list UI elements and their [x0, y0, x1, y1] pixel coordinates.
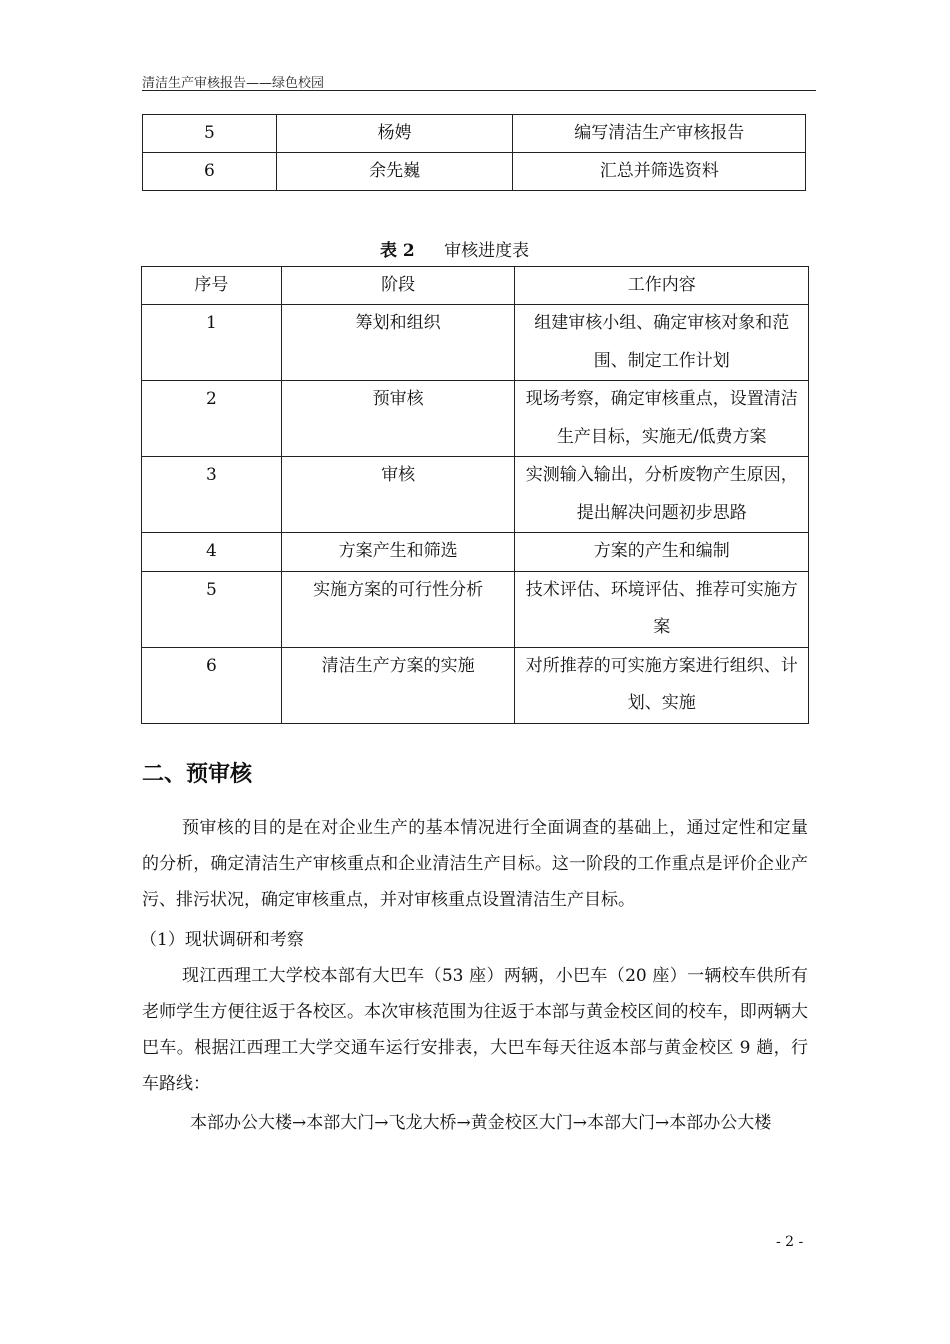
table-cell: 5 — [143, 115, 277, 153]
table-row — [143, 153, 806, 191]
subsection-heading: （1）现状调研和考察 — [140, 930, 304, 950]
table-row — [142, 381, 809, 457]
table-caption-text: 审核进度表 — [444, 241, 530, 261]
table-row — [143, 115, 806, 153]
section-heading: 二、预审核 — [142, 762, 253, 787]
column-header: 阶段 — [281, 267, 515, 305]
personnel-table-continued — [142, 114, 806, 191]
table-row — [142, 533, 809, 572]
table-cell: 方案产生和筛选 — [281, 533, 515, 572]
table-row — [142, 457, 809, 533]
table-cell: 6 — [142, 647, 282, 723]
table-cell: 实施方案的可行性分析 — [281, 571, 515, 647]
table-cell: 清洁生产方案的实施 — [281, 647, 515, 723]
table-caption-number: 表 2 — [380, 241, 415, 261]
table-cell: 汇总并筛选资料 — [513, 153, 806, 191]
table-cell: 现场考察，确定审核重点，设置清洁生产目标，实施无/低费方案 — [515, 381, 809, 457]
table-cell: 6 — [143, 153, 277, 191]
table-header-row — [142, 267, 809, 305]
table-cell: 方案的产生和编制 — [515, 533, 809, 572]
table-cell: 5 — [142, 571, 282, 647]
table-cell: 1 — [142, 305, 282, 381]
table-cell: 2 — [142, 381, 282, 457]
table-cell: 编写清洁生产审核报告 — [513, 115, 806, 153]
table-cell: 筹划和组织 — [281, 305, 515, 381]
running-header: 清洁生产审核报告——绿色校园 — [142, 76, 325, 91]
table-cell: 杨娉 — [276, 115, 513, 153]
table-cell: 组建审核小组、确定审核对象和范围、制定工作计划 — [515, 305, 809, 381]
route-paragraph: 本部办公大楼→本部大门→飞龙大桥→黄金校区大门→本部大门→本部办公大楼 — [190, 1113, 772, 1133]
table-cell: 审核 — [281, 457, 515, 533]
page-number: - 2 - — [776, 1234, 804, 1250]
column-header: 工作内容 — [515, 267, 809, 305]
table-cell: 余先巍 — [276, 153, 513, 191]
body-paragraph: 预审核的目的是在对企业生产的基本情况进行全面调查的基础上，通过定性和定量的分析，确定清洁生产审核重点和企业清洁生产目标。这一阶段的工作重点是评价企业产污、排污状况，确定审核重点，并对审核重点设置清洁生产目标。 — [142, 818, 808, 910]
table-row — [142, 571, 809, 647]
table-cell: 3 — [142, 457, 282, 533]
table-caption — [380, 236, 529, 261]
header-rule — [142, 90, 816, 91]
audit-schedule-table — [141, 266, 809, 724]
table-cell: 对所推荐的可实施方案进行组织、计划、实施 — [515, 647, 809, 723]
table-cell: 4 — [142, 533, 282, 572]
table-row — [142, 305, 809, 381]
table-cell: 预审核 — [281, 381, 515, 457]
body-paragraph: 现江西理工大学校本部有大巴车（53 座）两辆，小巴车（20 座）一辆校车供所有老师学生方便往返于各校区。本次审核范围为往返于本部与黄金校区间的校车，即两辆大巴车。根据江西理工大学交通车运行安排表，大巴车每天往返本部与黄金校区 9 趟，行车路线： — [142, 966, 808, 1094]
table-cell: 实测输入输出，分析废物产生原因，提出解决问题初步思路 — [515, 457, 809, 533]
column-header: 序号 — [142, 267, 282, 305]
table-cell: 技术评估、环境评估、推荐可实施方案 — [515, 571, 809, 647]
table-row — [142, 647, 809, 723]
